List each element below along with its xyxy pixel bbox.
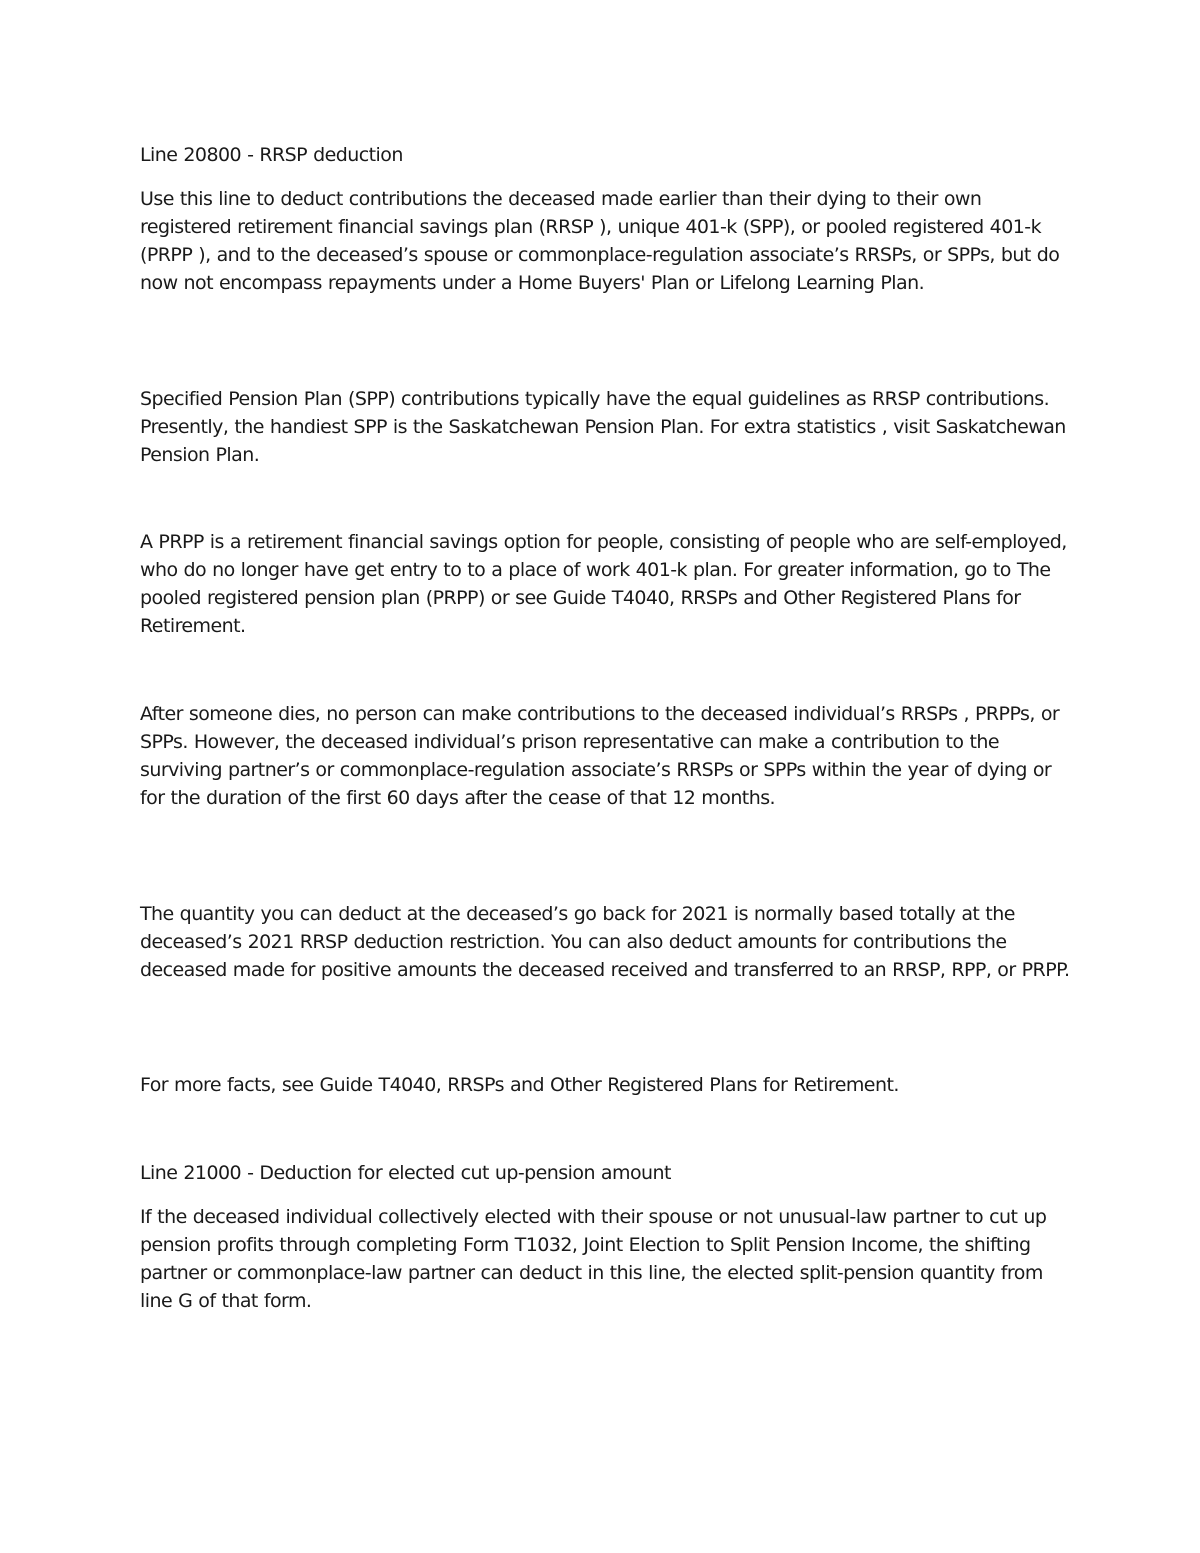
paragraph-rrsp-deduction: Use this line to deduct contributions the deceased made earlier than their dying to their own registered retirement financial savings plan (RRSP ), unique 401-k (SPP), or pooled registered 401-k (PRPP ), and to the deceased’s spouse or commonplace-regulation associate’s RRSPs, or SPPs, but do now not encompass repayments under a Home Buyers' Plan or Lifelong Learning Plan. <box>140 188 1060 294</box>
paragraph-spp-contributions: Specified Pension Plan (SPP) contributions typically have the equal guidelines as RRSP contributions. Presently, the handiest SPP is the Saskatchewan Pension Plan. For extra statistics , visit Saskatchewan Pension Plan. <box>140 388 1066 466</box>
paragraph-prpp-option: A PRPP is a retirement financial savings option for people, consisting of people who are self-employed, who do no longer have get entry to to a place of work 401-k plan. For greater information, go to The pooled registered pension plan (PRPP) or see Guide T4040, RRSPs and Other Registered Plans for Retirement. <box>140 531 1067 637</box>
paragraph-deduction-amount: The quantity you can deduct at the deceased’s go back for 2021 is normally based totally at the deceased’s 2021 RRSP deduction restriction. You can also deduct amounts for contributions the deceased made for positive amounts the deceased received and transferred to an RRSP, RPP, or PRPP. <box>140 903 1070 981</box>
section-heading-line-20800: Line 20800 - RRSP deduction <box>140 144 403 166</box>
paragraph-more-facts: For more facts, see Guide T4040, RRSPs and Other Registered Plans for Retirement. <box>140 1074 899 1096</box>
paragraph-after-death: After someone dies, no person can make contributions to the deceased individual’s RRSPs , PRPPs, or SPPs. However, the deceased individual’s prison representative can make a contribution to the surviving partner’s or commonplace-regulation associate’s RRSPs or SPPs within the year of dying or for the duration of the first 60 days after the cease of that 12 months. <box>140 703 1060 809</box>
section-heading-line-21000: Line 21000 - Deduction for elected cut up-pension amount <box>140 1162 671 1184</box>
paragraph-split-pension: If the deceased individual collectively elected with their spouse or not unusual-law partner to cut up pension profits through completing Form T1032, Joint Election to Split Pension Income, the shifting partner or commonplace-law partner can deduct in this line, the elected split-pension quantity from line G of that form. <box>140 1206 1047 1312</box>
